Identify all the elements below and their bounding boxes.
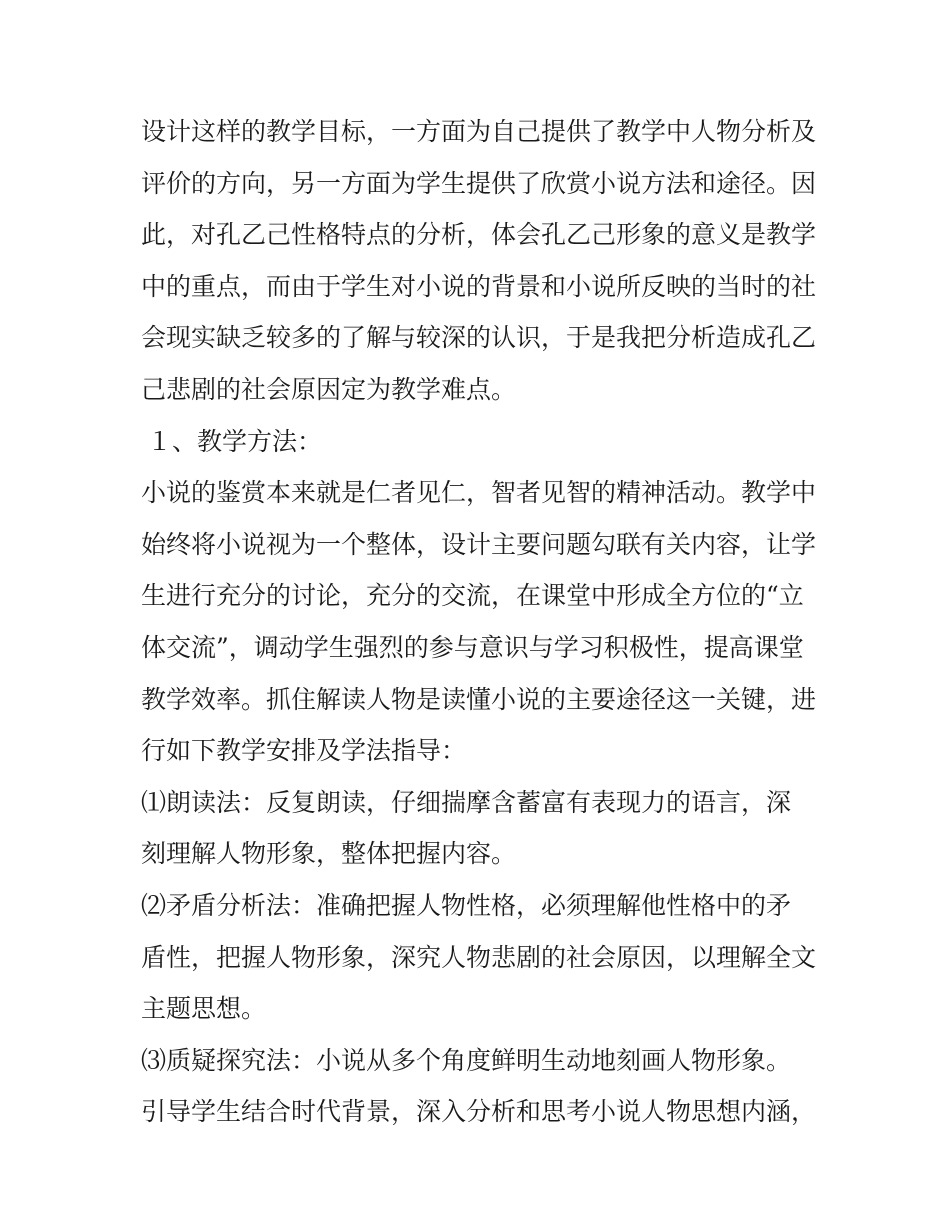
text-line: 体交流”，调动学生强烈的参与意识与学习积极性，提高课堂 [141, 632, 804, 662]
text-line: 始终将小说视为一个整体，设计主要问题勾联有关内容，让学 [141, 529, 817, 559]
text-line: 主题思想。 [141, 994, 267, 1024]
text-line: 行如下教学安排及学法指导： [141, 736, 467, 766]
list-item-line: ⑴朗读法：反复朗读，仔细揣摩含蓄富有表现力的语言，深 [141, 787, 792, 817]
text-line: 盾性，把握人物形象，深究人物悲剧的社会原因，以理解全文 [141, 942, 817, 972]
text-line: 会现实缺乏较多的了解与较深的认识，于是我把分析造成孔乙 [141, 323, 817, 353]
text-line: 评价的方向，另一方面为学生提供了欣赏小说方法和途径。因 [141, 168, 817, 198]
text-line: 此，对孔乙己性格特点的分析，体会孔乙己形象的意义是教学 [141, 220, 817, 250]
list-item-line: ⑶质疑探究法：小说从多个角度鲜明生动地刻画人物形象。 [141, 1045, 792, 1075]
section-heading: １、教学方法： [147, 426, 323, 456]
text-line: 中的重点，而由于学生对小说的背景和小说所反映的当时的社 [141, 271, 817, 301]
text-line: 小说的鉴赏本来就是仁者见仁，智者见智的精神活动。教学中 [141, 478, 817, 508]
body-text [141, 106, 821, 1138]
text-line: 引导学生结合时代背景，深入分析和思考小说人物思想内涵， [141, 1097, 817, 1127]
text-line: 己悲剧的社会原因定为教学难点。 [141, 374, 517, 404]
text-line: 刻理解人物形象，整体把握内容。 [141, 839, 517, 869]
text-line: 设计这样的教学目标，一方面为自己提供了教学中人物分析及 [141, 117, 817, 146]
list-item-line: ⑵矛盾分析法：准确把握人物性格，必须理解他性格中的矛 [141, 890, 792, 920]
text-line: 生进行充分的讨论，充分的交流，在课堂中形成全方位的“立 [141, 581, 804, 611]
text-line: 教学效率。抓住解读人物是读懂小说的主要途径这一关键，进 [141, 684, 817, 714]
